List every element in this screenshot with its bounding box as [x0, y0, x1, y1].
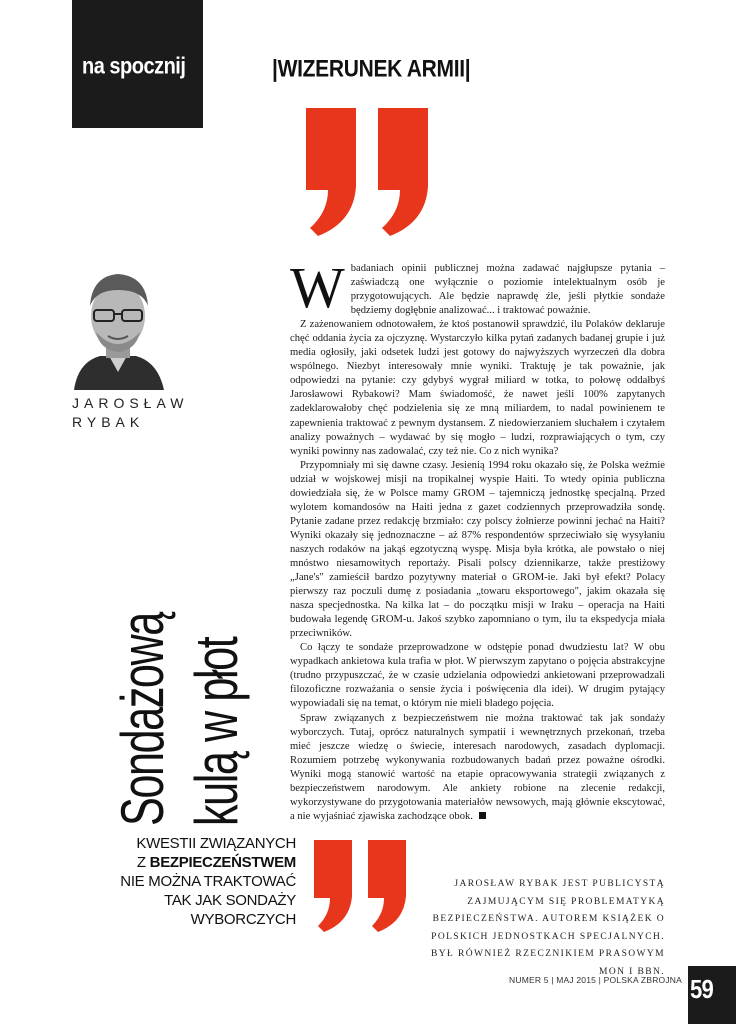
pull-quote-bold: BEZPIECZEŃSTWEM: [149, 854, 296, 871]
pull-quote-line-2: [36, 853, 296, 872]
pull-quote-line-1: KWESTII ZWIĄZANYCH: [136, 835, 296, 852]
paragraph-4: Co łączy te sondaże przeprowadzone w odstępie ponad dwudziestu lat? W obu wypadkach ankietowa kula trafia w płot. W pierwszym zapytano o pojęcia abstrakcyjne (trudno przypuszczać, że w czasie udzielania odpowiedzi ankietowani przeprowadzali filozoficzne rozważania o sensie życia i poświęcenia dla idei). W drugim pytający wypowiadali się na temat, o którym nie mieli bladego pojęcia.: [290, 642, 665, 710]
rubric-label: |WIZERUNEK ARMII|: [272, 56, 471, 83]
footer-issue: NUMER 5 | MAJ 2015 | POLSKA ZBROJNA: [509, 975, 682, 985]
author-name: [72, 394, 189, 432]
quote-open-icon: [298, 104, 438, 238]
author-last-name: RYBAK: [72, 414, 145, 430]
page-number: 59: [690, 974, 713, 1004]
section-tab: [72, 0, 203, 128]
drop-cap: W: [290, 255, 345, 320]
pull-quote-line-3: NIE MOŻNA TRAKTOWAĆ: [120, 873, 296, 890]
paragraph-5: [290, 712, 665, 824]
pull-quote-line-5: WYBORCZYCH: [190, 911, 296, 928]
end-mark-icon: [479, 812, 486, 819]
title-line-1: Sondażową: [109, 613, 176, 826]
paragraph-5-text: Spraw związanych z bezpieczeństwem nie można traktować tak jak sondaży wyborczych. Tutaj, oprócz naturalnych sympatii i wewnętrznych przekonań, trzeba mieć jeszcze wiedzę o świecie, interesach narodowych, zasadach dyplomacji. Rozumiem potrzebę wykonywania rozbudowanych badań przez poważne ośrodki. Wyniki mogą stanowić wartość na etapie opracowywania strategii związanych z bezpieczeństwem narodowym. Ale ankiety robione na zlecenie redakcji, wykorzystywane do przygotowania materiałów newsowych, mają głównie ekscytować, a nie wyjaśniać zjawiska zachodzące obok.: [290, 712, 665, 822]
article-title: [106, 498, 262, 826]
pull-quote: [36, 834, 296, 929]
paragraph-3: Przypomniały mi się dawne czasy. Jesienią 1994 roku okazało się, że Polska weźmie udział w wojskowej misji na tropikalnej wyspie Haiti. To wtedy opinia publiczna dowiedziała się, że w Polsce mamy GROM – tajemniczą jednostkę specjalną. Przed wylotem komandosów na Haiti jedna z gazet codziennych przeprowadziła sondę. Pytanie zadane przez redakcję brzmiało: czy polscy żołnierze powinni jechać na Haiti? Wyniki okazały się jednoznaczne – aż 87% respondentów sprzeciwiało się wysyłaniu naszych rodaków na jakąś egzotyczną wyspę. Misja była krótka, ale powstało o niej mnóstwo niesamowitych reportaży. Pisali polscy dziennikarze, także prestiżowy „Jane's" zamieścił bardzo pozytywny materiał o GROM-ie. Jaki był efekt? Polacy pierwszy raz poczuli dumę z posiadania „towaru eksportowego", jakim okazała się nasza specjednostka. Na kilka lat – do początku misji w Iraku – operacja na Haiti budowała legendę GROM-u. Jakoś szybko zapomniano o tym, ilu ta ekspedycja miała przeciwników.: [290, 459, 665, 640]
page-number-box: [688, 966, 736, 1024]
paragraph-1: [290, 255, 665, 320]
author-photo: [70, 262, 166, 390]
quote-close-icon: [308, 836, 414, 934]
paragraph-1-text: badaniach opinii publicznej można zadawać najgłupsze pytania – zaświadczą one wyłącznie o poziomie intelektualnym osób je przygotowujących. Ale będzie naprawdę źle, jeśli płytkie sondaże będziemy dogłębnie analizować... i traktować poważnie.: [350, 263, 665, 317]
author-bio: JAROSŁAW RYBAK JEST PUBLICYSTĄ ZAJMUJĄCYM SIĘ PROBLEMATYKĄ BEZPIECZEŃSTWA. AUTOREM KSIĄŻEK O POLSKICH JEDNOSTKACH SPECJALNYCH. BYŁ RÓWNIEŻ RZECZNIKIEM PRASOWYM MON I BBN.: [431, 879, 665, 977]
title-line-2: kulą w płot: [183, 637, 250, 826]
section-label: na spocznij: [82, 54, 186, 80]
article-body: [290, 255, 665, 824]
pull-quote-line-4: TAK JAK SONDAŻY: [164, 892, 296, 909]
paragraph-2: Z zażenowaniem odnotowałem, że ktoś postanowił sprawdzić, ilu Polaków deklaruje chęć oddania życia za ojczyznę. Wystarczyło kilka pytań zadanych badanej grupie i już media ogłosiły, jaki odsetek ludzi jest gotowy do najwyższych wyrzeczeń dla dobra wspólnego. Niezbyt interesowały mnie wyniki. Traktuję je tak poważnie, jak odpowiedzi na pytanie: czy gdybyś wygrał miliard w totka, to połowę oddałbyś Jarosławowi Rybakowi? Mam świadomość, że nawet jeśli 100% zapytanych zadeklarowałoby chęć podzielenia się ze mną miliardem, to nadal powinienem te zapewnienia traktować z pewnym dystansem. Z niedowierzaniem słuchałem i czytałem analizy poważnych – wydawać by się mogło – ludzi, rozprawiających o tym, czy wyniki powinny nas zadowalać, czy też nie. Co z nich wynika?: [290, 319, 665, 457]
pull-quote-prefix: Z: [136, 854, 150, 871]
author-first-name: JAROSŁAW: [72, 395, 189, 411]
